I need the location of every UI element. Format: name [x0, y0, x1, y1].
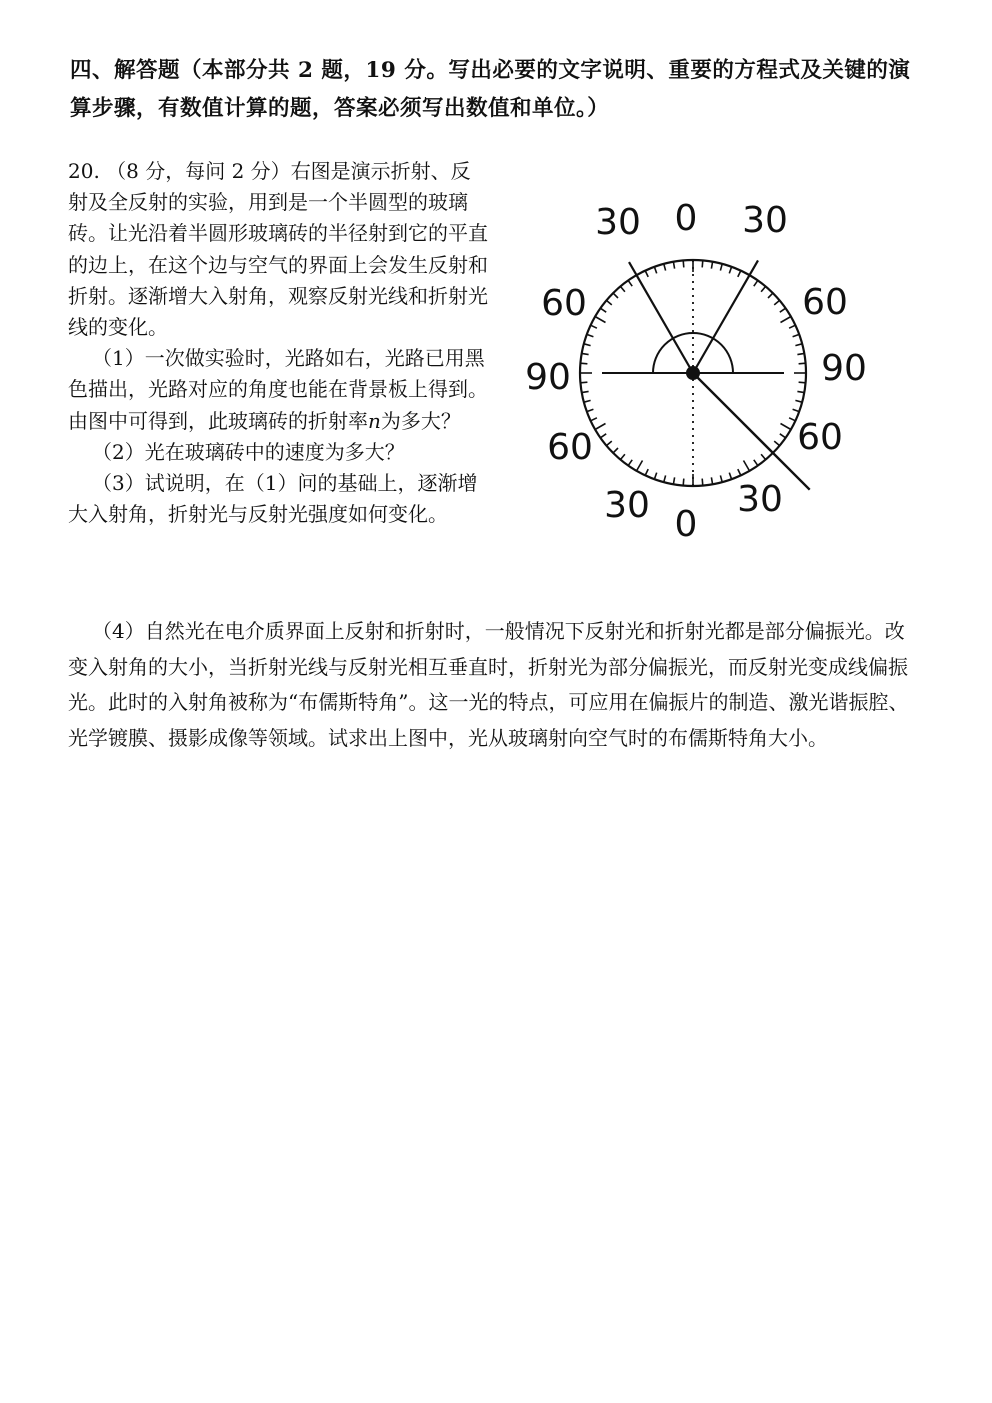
label-bottom-right-30: 30 [737, 479, 783, 520]
dial-tick [781, 424, 791, 430]
dial-tick [664, 264, 666, 271]
part-1-text: （1）一次做实验时，光路如右，光路已用黑色描出，光路对应的角度也能在背景板上得到。由图中可得到，此玻璃砖的折射率 [68, 346, 488, 433]
question-number: 20. （8 分，每问 2 分） [68, 159, 291, 183]
question-part-2: （2）光在玻璃砖中的速度为多大？ [92, 439, 405, 464]
dial-tick [595, 317, 605, 323]
dial-tick [584, 400, 591, 402]
question-20-intro [68, 156, 488, 343]
dial-tick [795, 400, 802, 402]
label-top-left-30: 30 [595, 202, 641, 243]
dial-tick [795, 344, 802, 346]
dial-tick [595, 424, 605, 430]
part-1-variable: n [368, 408, 381, 433]
label-bottom-0: 0 [674, 504, 698, 545]
question-part-1 [68, 343, 488, 437]
incident-ray [629, 262, 693, 373]
label-left-60-upper: 60 [541, 283, 587, 324]
question-intro-text: 右图是演示折射、反射及全反射的实验，用到是一个半圆型的玻璃砖。让光沿着半圆形玻璃砖的半径射到它的平直的边上，在这个边与空气的界面上会发生反射和折射。逐渐增大入射角，观察反射光线和折射光线的变化。 [68, 159, 488, 340]
question-part-3: （3）试说明，在（1）问的基础上，逐渐增大入射角，折射光与反射光强度如何变化。 [68, 471, 478, 527]
refraction-dial-svg [520, 190, 890, 550]
question-20-left-block [68, 156, 488, 530]
question-part-4: （4）自然光在电介质界面上反射和折射时，一般情况下反射光和折射光都是部分偏振光。改变入射角的大小，当折射光线与反射光相互垂直时，折射光为部分偏振光，而反射光变成线偏振光。此时的入射角被称为“布儒斯特角”。这一光的特点，可应用在偏振片的制造、激光谐振腔、光学镀膜、摄影成像等领域。试求出上图中，光从玻璃射向空气时的布儒斯特角大小。 [68, 619, 909, 750]
refracted-ray [693, 373, 810, 490]
question-20-full-block [68, 614, 910, 756]
dial-tick [744, 461, 750, 471]
label-right-60-upper: 60 [802, 282, 848, 323]
dial-tick [637, 461, 643, 471]
dial-tick [720, 475, 722, 482]
label-right-90: 90 [821, 348, 867, 389]
part-1-end: 为多大？ [380, 408, 461, 433]
dial-tick [720, 264, 722, 271]
label-left-90: 90 [525, 357, 571, 398]
label-right-60-lower: 60 [797, 417, 843, 458]
reflected-ray [693, 260, 758, 373]
center-point [686, 366, 700, 380]
label-top-0: 0 [674, 198, 698, 239]
refraction-dial-figure [520, 190, 890, 550]
label-top-right-30: 30 [742, 200, 788, 241]
dial-tick [781, 317, 791, 323]
label-left-60-lower: 60 [547, 427, 593, 468]
section-header: 四、解答题（本部分共 2 题，19 分。写出必要的文字说明、重要的方程式及关键的演算步骤，有数值计算的题，答案必须写出数值和单位。） [70, 58, 911, 121]
label-bottom-left-30: 30 [604, 485, 650, 526]
dial-tick [584, 344, 591, 346]
dial-tick [664, 475, 666, 482]
